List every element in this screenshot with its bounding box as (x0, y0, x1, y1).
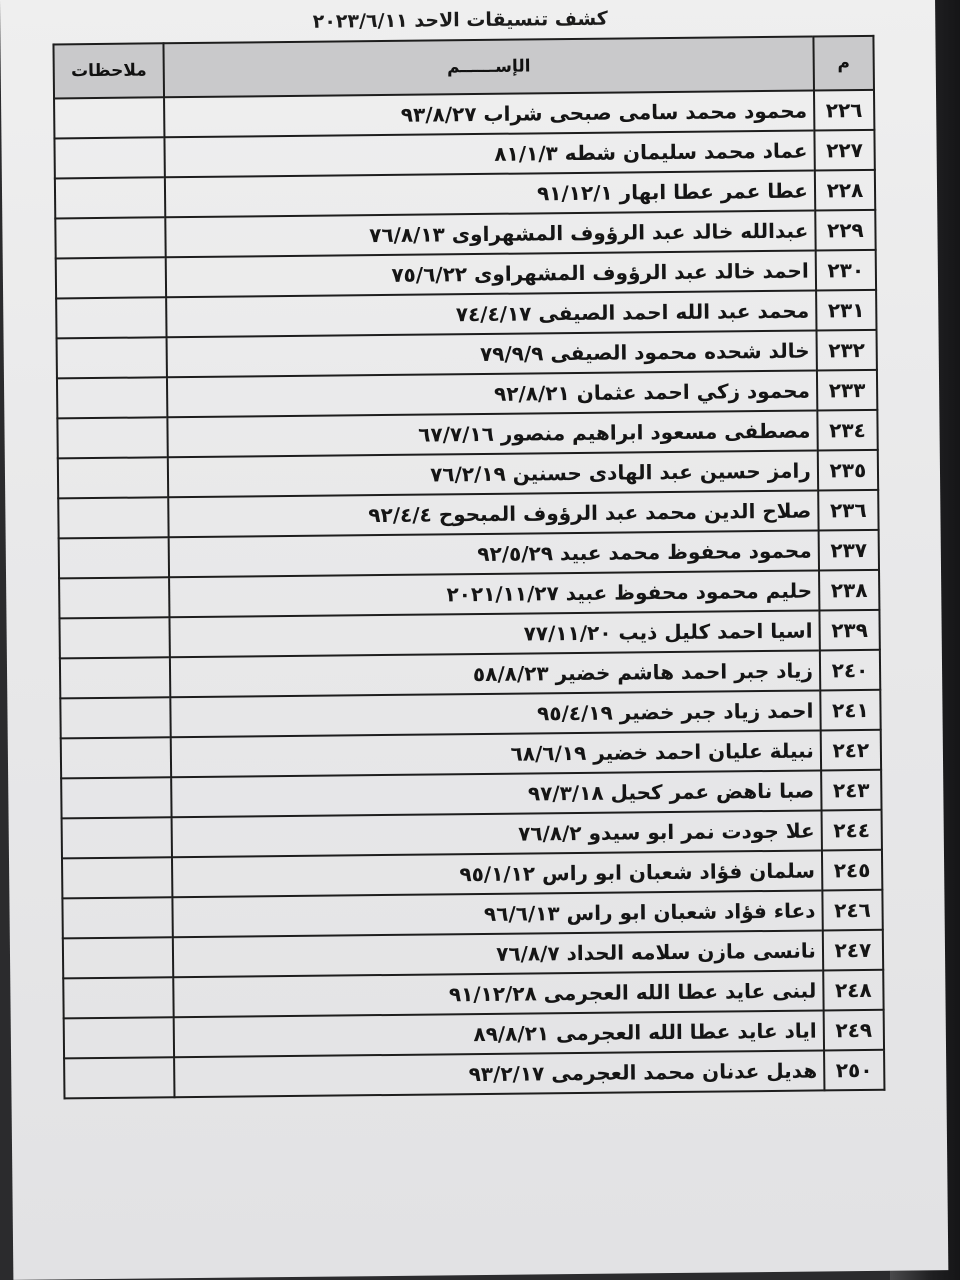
row-notes (64, 1057, 175, 1098)
row-notes (62, 817, 173, 858)
row-name: نانسى مازن سلامه الحداد ٧٦/٨/٧ (173, 930, 823, 977)
row-notes (60, 697, 171, 738)
row-notes (63, 937, 174, 978)
row-number: ٢٢٨ (815, 170, 876, 211)
row-number: ٢٣٨ (819, 570, 880, 611)
row-number: ٢٤٥ (822, 850, 883, 891)
row-name: علا جودت نمر ابو سيدو ٧٦/٨/٢ (172, 810, 822, 857)
row-number: ٢٤٨ (823, 970, 884, 1011)
row-name: احمد خالد عبد الرؤوف المشهراوى ٧٥/٦/٢٢ (166, 250, 816, 297)
row-number: ٢٣٧ (818, 530, 879, 571)
row-name: خالد شحده محمود الصيفى ٧٩/٩/٩ (167, 330, 817, 377)
row-number: ٢٤٩ (823, 1010, 884, 1051)
row-name: محمود محفوظ محمد عبيد ٩٢/٥/٢٩ (169, 530, 819, 577)
row-notes (56, 297, 167, 338)
row-notes (57, 417, 168, 458)
row-number: ٢٣٩ (819, 610, 880, 651)
row-number: ٢٢٩ (815, 210, 876, 251)
row-number: ٢٤٧ (823, 930, 884, 971)
row-name: اياد عايد عطا الله العجرمى ٨٩/٨/٢١ (174, 1010, 824, 1057)
row-notes (63, 977, 174, 1018)
row-notes (54, 97, 165, 138)
row-name: حليم محمود محفوظ عبيد ٢٠٢١/١١/٢٧ (169, 570, 819, 617)
row-number: ٢٥٠ (824, 1050, 885, 1091)
header-notes: ملاحظات (53, 43, 164, 98)
row-number: ٢٣٠ (816, 250, 877, 291)
row-notes (62, 897, 173, 938)
row-number: ٢٤٤ (821, 810, 882, 851)
row-number: ٢٣٣ (817, 370, 878, 411)
row-number: ٢٤٢ (821, 730, 882, 771)
table-header-row (53, 36, 874, 99)
row-name: صلاح الدين محمد عبد الرؤوف المبحوح ٩٢/٤/٤ (168, 490, 818, 537)
row-notes (64, 1017, 175, 1058)
row-notes (58, 497, 169, 538)
row-name: محمود زكي احمد عثمان ٩٢/٨/٢١ (167, 370, 817, 417)
row-name: محمود محمد سامى صبحى شراب ٩٣/٨/٢٧ (164, 90, 814, 137)
row-notes (62, 857, 173, 898)
row-notes (58, 457, 169, 498)
names-table (52, 35, 885, 1100)
row-notes (55, 177, 166, 218)
row-number: ٢٣١ (816, 290, 877, 331)
row-notes (59, 617, 170, 658)
row-name: احمد زياد جبر خضير ٩٥/٤/١٩ (171, 690, 821, 737)
row-number: ٢٢٧ (814, 130, 875, 171)
row-number: ٢٣٥ (818, 450, 879, 491)
row-notes (59, 537, 170, 578)
row-number: ٢٤٦ (822, 890, 883, 931)
row-number: ٢٤٠ (820, 650, 881, 691)
row-name: اسيا احمد كليل ذيب ٧٧/١١/٢٠ (170, 610, 820, 657)
row-notes (59, 577, 170, 618)
table-row (64, 1050, 884, 1099)
row-notes (56, 257, 167, 298)
row-number: ٢٣٦ (818, 490, 879, 531)
row-notes (60, 657, 171, 698)
table-body (54, 90, 884, 1099)
row-name: عماد محمد سليمان شطه ٨١/١/٣ (165, 130, 815, 177)
row-notes (61, 737, 172, 778)
row-number: ٢٣٢ (816, 330, 877, 371)
row-name: عبدالله خالد عبد الرؤوف المشهراوى ٧٦/٨/١٣ (166, 210, 816, 257)
header-name: الإســــــم (164, 36, 814, 97)
row-name: رامز حسين عبد الهادى حسنين ٧٦/٢/١٩ (168, 450, 818, 497)
row-name: لبنى عايد عطا الله العجرمى ٩١/١٢/٢٨ (174, 970, 824, 1017)
row-name: دعاء فؤاد شعبان ابو راس ٩٦/٦/١٣ (173, 890, 823, 937)
row-name: مصطفى مسعود ابراهيم منصور ٦٧/٧/١٦ (168, 410, 818, 457)
row-notes (54, 137, 165, 178)
row-name: نبيلة عليان احمد خضير ٦٨/٦/١٩ (171, 730, 821, 777)
row-name: صبا ناهض عمر كحيل ٩٧/٣/١٨ (171, 770, 821, 817)
row-number: ٢٢٦ (814, 90, 875, 131)
row-notes (55, 217, 166, 258)
row-name: هديل عدنان محمد العجرمى ٩٣/٢/١٧ (174, 1050, 824, 1097)
row-name: زياد جبر احمد هاشم خضير ٥٨/٨/٢٣ (170, 650, 820, 697)
row-number: ٢٤٣ (821, 770, 882, 811)
row-notes (57, 337, 168, 378)
row-notes (61, 777, 172, 818)
row-name: عطا عمر عطا ابهار ٩١/١٢/١ (165, 170, 815, 217)
row-name: سلمان فؤاد شعبان ابو راس ٩٥/١/١٢ (172, 850, 822, 897)
header-number: م (813, 36, 874, 91)
row-number: ٢٤١ (820, 690, 881, 731)
row-number: ٢٣٤ (817, 410, 878, 451)
document-title: كشف تنسيقات الاحد ٢٠٢٣/٦/١١ (312, 7, 608, 33)
row-notes (57, 377, 168, 418)
row-name: محمد عبد الله احمد الصيفى ٧٤/٤/١٧ (166, 290, 816, 337)
